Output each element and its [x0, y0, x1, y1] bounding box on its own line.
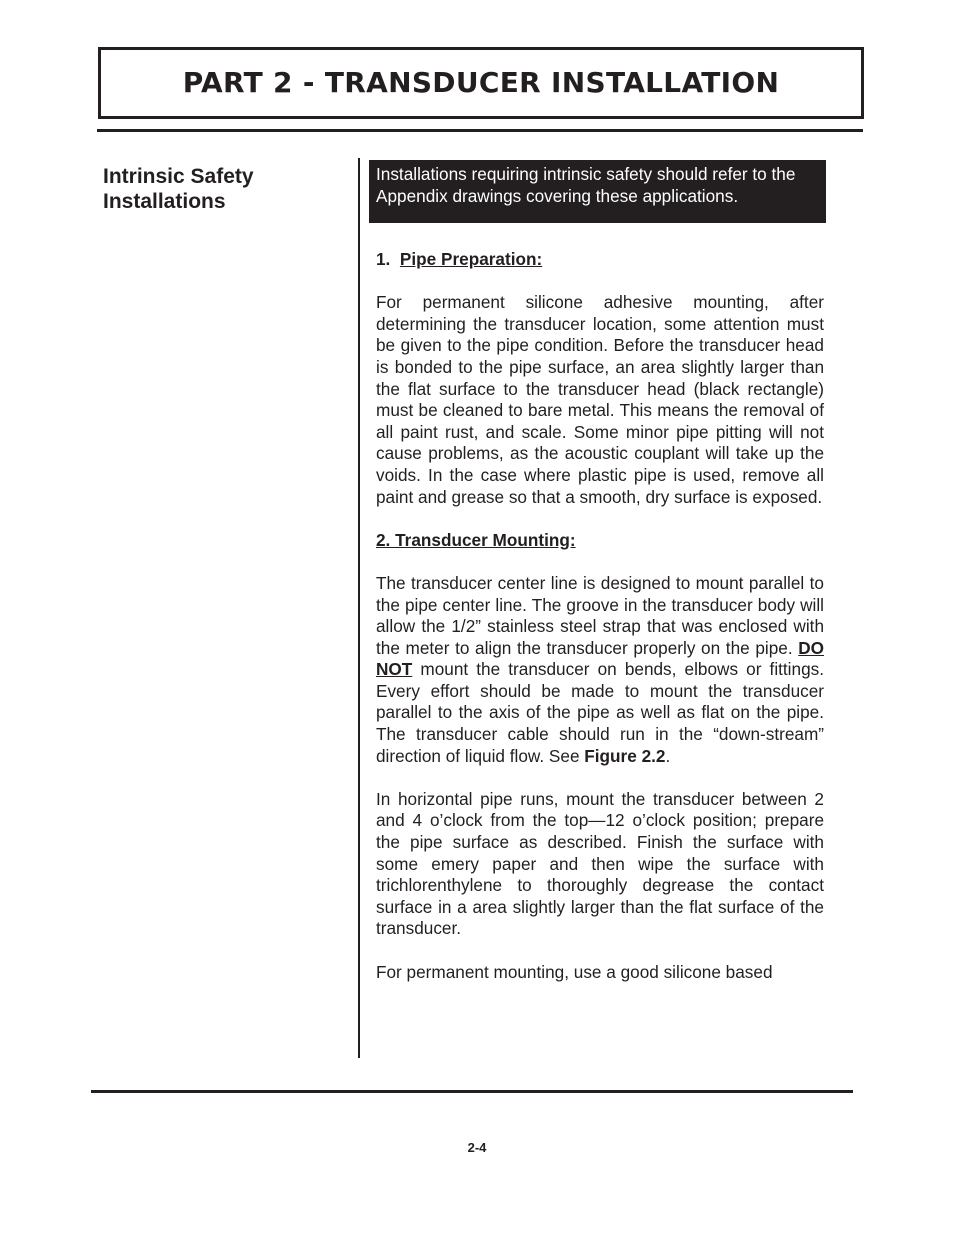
- page-title: PART 2 - TRANSDUCER INSTALLATION: [182, 66, 780, 99]
- side-heading: [103, 164, 333, 214]
- section2-paragraph-1: [376, 573, 824, 767]
- main-content: [376, 249, 824, 1005]
- do-not-emphasis: DO NOT: [376, 637, 824, 680]
- figure-reference: Figure 2.2: [584, 745, 666, 766]
- page-title-box: [98, 47, 864, 119]
- side-heading-line1: Intrinsic Safety: [103, 165, 254, 188]
- intrinsic-safety-notice: Installations requiring intrinsic safety should refer to the Appendix drawings covering these applications.: [369, 160, 826, 223]
- section2-p1-text: The transducer center line is designed to mount parallel to the pipe center line. The groove in the transducer body will allow the 1/2” stainless steel strap that was enclosed with the meter to align the transducer properly on the pipe.: [376, 572, 824, 658]
- section2-title: 2. Transducer Mounting:: [376, 529, 576, 550]
- section2-p1-middle: mount the transducer on bends, elbows or fittings. Every effort should be made to mount the transducer parallel to the axis of the pipe as well as flat on the pipe. The transducer cable should run in the “down-stream” direction of liquid flow. See: [376, 659, 824, 766]
- section2-paragraph-3: For permanent mounting, use a good silicone based: [376, 961, 773, 982]
- side-heading-line2: Installations: [103, 190, 226, 213]
- footer-divider: [91, 1090, 853, 1093]
- section2-paragraph-2: In horizontal pipe runs, mount the transducer between 2 and 4 o’clock from the top—12 o’clock position; prepare the pipe surface as described. Finish the surface with some emery paper and then wipe the surface with trichlorenthylene to thoroughly degrease the contact surface in a area slightly larger than the flat surface of the transducer.: [376, 788, 824, 939]
- section1-number: 1.: [376, 249, 391, 269]
- section2-heading: [376, 530, 824, 552]
- section1-heading: [376, 249, 824, 271]
- column-divider: [358, 158, 360, 1058]
- header-divider: [97, 129, 863, 132]
- section2-p1-end: .: [665, 745, 671, 766]
- section1-title: Pipe Preparation:: [399, 249, 543, 269]
- section1-body: For permanent silicone adhesive mounting, after determining the transducer location, some attention must be given to the pipe condition. Before the transducer head is bonded to the pipe surface, an area slightly larger than the flat surface to the transducer head (black rectangle) must be cleaned to bare metal. This means the removal of all paint rust, and scale. Some minor pipe pitting will not cause problems, as the acoustic couplant will take up the voids. In the case where plastic pipe is used, remove all paint and grease so that a smooth, dry surface is exposed.: [376, 292, 824, 507]
- page-number: 2-4: [467, 1140, 487, 1155]
